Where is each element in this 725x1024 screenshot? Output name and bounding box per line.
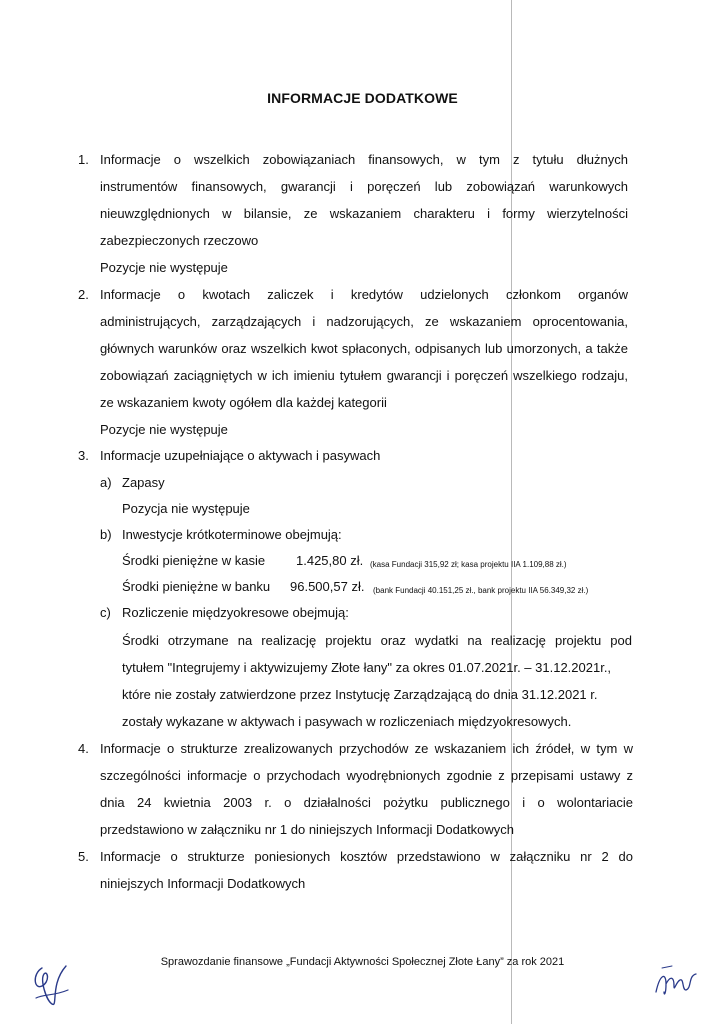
sub-c-line: tytułem "Integrujemy i aktywizujemy Złote łany" za okres 01.07.2021r. – 31.12.2021r.,	[122, 660, 612, 675]
sub-a-letter: a)	[100, 475, 112, 490]
sub-a-label: Zapasy	[122, 475, 165, 490]
item-1-note: Pozycje nie występuje	[100, 260, 228, 275]
signature-left-icon	[28, 960, 80, 1018]
item-2-line: głównych warunków oraz wszelkich kwot spłaconych, odpisanych lub umorzonych, a także	[100, 341, 628, 356]
item-1-line: instrumentów finansowych, gwarancji i poręczeń lub zobowiązań warunkowych	[100, 179, 628, 194]
item-2-line: zobowiązań zaciągniętych w ich imieniu tytułem gwarancji i poręczeń wszelkiego rodzaju,	[100, 368, 628, 383]
sub-a-note: Pozycja nie występuje	[122, 501, 250, 516]
item-1-line: zabezpieczonych rzeczowo	[100, 233, 259, 248]
item-2-line: ze wskazaniem kwoty ogółem dla każdej kategorii	[100, 395, 387, 410]
sub-c-label: Rozliczenie międzyokresowe obejmują:	[122, 605, 349, 620]
item-1-line: Informacje o wszelkich zobowiązaniach finansowych, w tym z tytułu dłużnych	[100, 152, 628, 167]
sub-c-line: które nie zostały zatwierdzone przez Instytucję Zarządzającą do dnia 31.12.2021 r.	[122, 687, 598, 702]
item-2-number: 2.	[78, 287, 89, 302]
bank-row-detail: (bank Fundacji 40.151,25 zł., bank projektu IIA 56.349,32 zł.)	[373, 586, 589, 595]
item-4-line: szczególności informacje o przychodach wyodrębnionych zgodnie z przepisami ustawy z	[100, 768, 633, 783]
item-4-line: przedstawiono w załączniku nr 1 do niniejszych Informacji Dodatkowych	[100, 822, 515, 837]
item-4-number: 4.	[78, 741, 89, 756]
signature-right-icon	[652, 962, 702, 1004]
item-2-line: Informacje o kwotach zaliczek i kredytów udzielonych członkom organów	[100, 287, 628, 302]
item-2-line: administrujących, zarządzających i nadzorujących, ze wskazaniem oprocentowania,	[100, 314, 628, 329]
item-4-line: dnia 24 kwietnia 2003 r. o działalności pożytku publicznego i o wolontariacie	[100, 795, 633, 810]
sub-c-line: zostały wykazane w aktywach i pasywach w rozliczeniach międzyokresowych.	[122, 714, 572, 729]
document-title: INFORMACJE DODATKOWE	[267, 90, 458, 106]
item-2-note: Pozycje nie występuje	[100, 422, 228, 437]
sub-b-letter: b)	[100, 527, 112, 542]
cash-row-detail: (kasa Fundacji 315,92 zł; kasa projektu IIA 1.109,88 zł.)	[370, 560, 567, 569]
item-3-heading: Informacje uzupełniające o aktywach i pasywach	[100, 448, 381, 463]
item-3-number: 3.	[78, 448, 89, 463]
cash-row-label: Środki pieniężne w kasie	[122, 553, 266, 568]
bank-row-label: Środki pieniężne w banku	[122, 579, 271, 594]
cash-row-amount: 1.425,80 zł.	[296, 553, 364, 568]
sub-c-line: Środki otrzymane na realizację projektu oraz wydatki na realizację projektu pod	[122, 633, 632, 648]
bank-row-amount: 96.500,57 zł.	[290, 579, 365, 594]
sub-b-label: Inwestycje krótkoterminowe obejmują:	[122, 527, 342, 542]
item-5-number: 5.	[78, 849, 89, 864]
item-5-line: niniejszych Informacji Dodatkowych	[100, 876, 306, 891]
sub-c-letter: c)	[100, 605, 111, 620]
item-1-line: nieuwzględnionych w bilansie, ze wskazaniem charakteru i formy wierzytelności	[100, 206, 628, 221]
item-5-line: Informacje o strukturze poniesionych kosztów przedstawiono w załączniku nr 2 do	[100, 849, 633, 864]
page-footer: Sprawozdanie finansowe „Fundacji Aktywności Społecznej Złote Łany” za rok 2021	[160, 956, 565, 968]
item-1-number: 1.	[78, 152, 89, 167]
item-4-line: Informacje o strukturze zrealizowanych przychodów ze wskazaniem ich źródeł, w tym w	[100, 741, 633, 756]
